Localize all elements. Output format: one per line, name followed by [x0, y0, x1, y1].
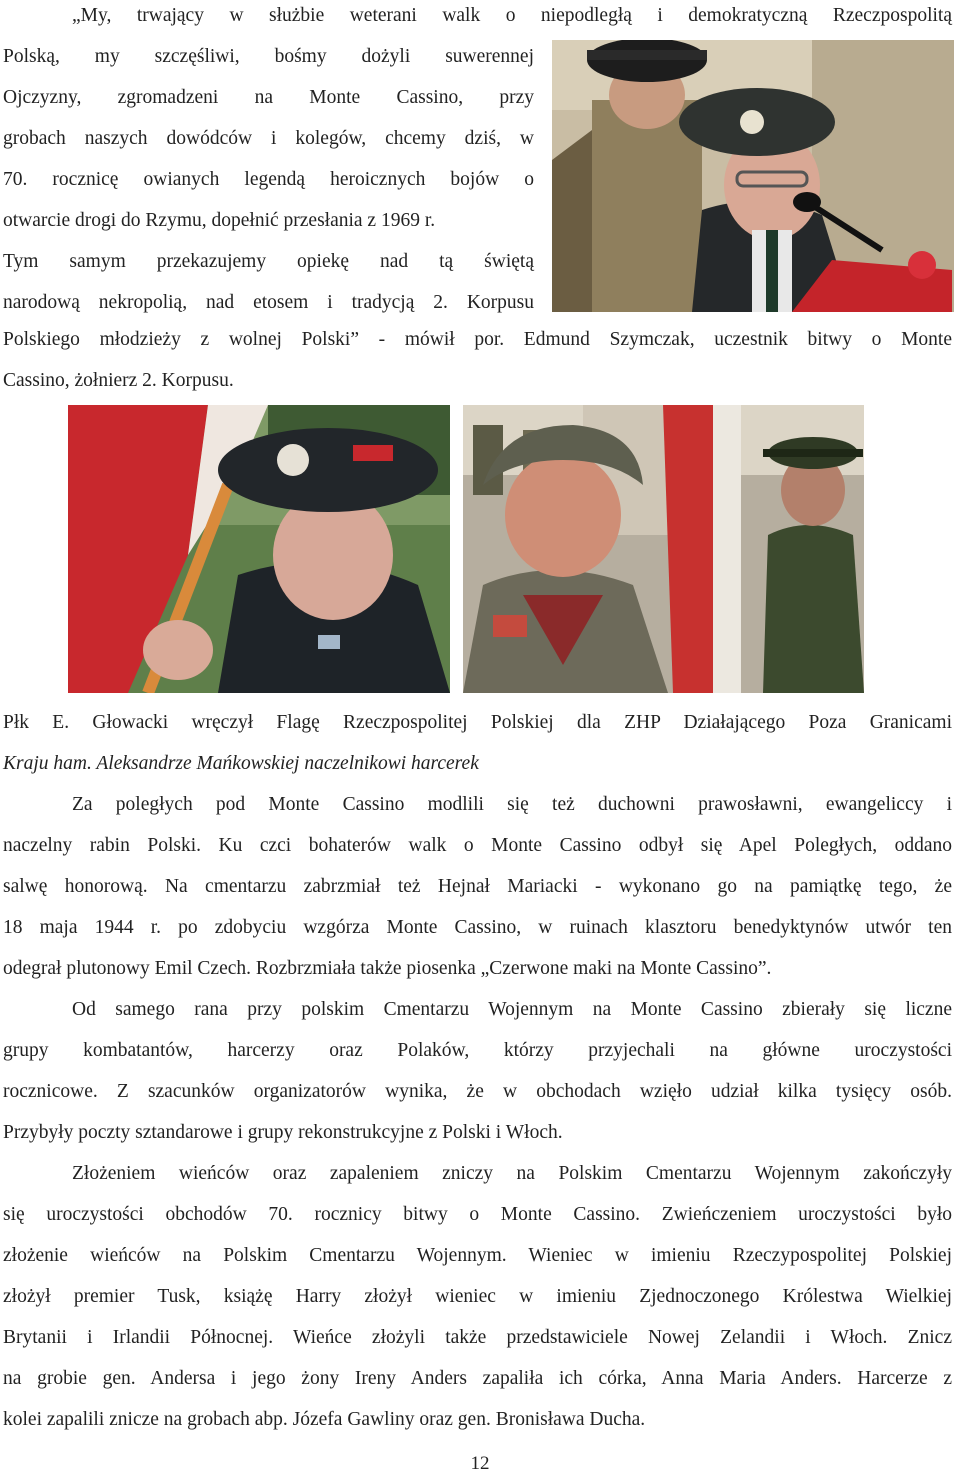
paragraph-line: rocznicowe. Z szacunków organizatorów wynika, że w obchodach wzięło udział kilka tysięcy osób. [3, 1081, 952, 1102]
paragraph-line: na grobie gen. Andersa i jego żony Ireny Anders zapaliła ich córka, Anna Maria Anders. Harcerze z [3, 1368, 952, 1389]
veteran-with-flag-photo [68, 405, 450, 693]
intro-line: 70. rocznicę owianych legendą heroicznych bojów o [3, 169, 534, 190]
paragraph-line: kolei zapalili znicze na grobach abp. Józefa Gawliny oraz gen. Bronisława Ducha. [3, 1409, 646, 1430]
paragraph-line: Brytanii i Irlandii Północnej. Wieńce złożyli także przedstawiciele Nowej Zelandii i Włoch. Znicz [3, 1327, 952, 1348]
intro-line: Ojczyzny, zgromadzeni na Monte Cassino, przy [3, 87, 534, 108]
intro-line: grobach naszych dowódców i kolegów, chcemy dziś, w [3, 128, 534, 149]
paragraph-line: 18 maja 1944 r. po zdobyciu wzgórza Monte Cassino, w ruinach klasztoru benedyktynów utwór ten [3, 917, 952, 938]
paragraph-line: grupy kombatantów, harcerzy oraz Polaków, którzy przyjechali na główne uroczystości [3, 1040, 952, 1061]
paragraph-line: naczelny rabin Polski. Ku czci bohaterów walk o Monte Cassino odbył się Apel Poległych, oddano [3, 835, 952, 856]
paragraph-line: złożenie wieńców na Polskim Cmentarzu Wojennym. Wieniec w imieniu Rzeczypospolitej Polskiej [3, 1245, 952, 1266]
intro-line: Cassino, żołnierz 2. Korpusu. [3, 370, 234, 391]
photo-caption-line: Płk E. Głowacki wręczył Flagę Rzeczpospolitej Polskiej dla ZHP Działającego Poza Granicami [3, 712, 952, 733]
paragraph-line: salwę honorową. Na cmentarzu zabrzmiał też Hejnał Mariacki - wykonano go na pamiątkę tego, że [3, 876, 952, 897]
paragraph-line: się uroczystości obchodów 70. rocznicy bitwy o Monte Cassino. Zwieńczeniem uroczystości było [3, 1204, 952, 1225]
intro-line-1: „My, trwający w służbie weterani walk o niepodległą i demokratyczną Rzeczpospolitą [72, 5, 952, 26]
paragraph-line: Przybyły poczty sztandarowe i grupy rekonstrukcyjne z Polski i Włoch. [3, 1122, 563, 1143]
intro-line: otwarcie drogi do Rzymu, dopełnić przesłania z 1969 r. [3, 210, 436, 231]
beret [218, 428, 438, 512]
paragraph-line: Za poległych pod Monte Cassino modlili się też duchowni prawosławni, ewangeliccy i [72, 794, 952, 815]
photo-caption-line: Kraju ham. Aleksandrze Mańkowskiej naczelnikowi harcerek [3, 753, 479, 774]
paragraph-line: złożył premier Tusk, książę Harry złożył wieniec w imieniu Zjednoczonego Królestwa Wielkiej [3, 1286, 952, 1307]
intro-line: Polską, my szczęśliwi, bośmy dożyli suwerennej [3, 46, 534, 67]
page-number: 12 [470, 1453, 490, 1474]
intro-line: Tym samym przekazujemy opiekę nad tą świętą [3, 251, 534, 272]
scout-leader-photo [463, 405, 864, 693]
intro-line: Polskiego młodzieży z wolnej Polski” - mówił por. Edmund Szymczak, uczestnik bitwy o Monte [3, 329, 952, 350]
intro-line: narodową nekropolią, nad etosem i tradycją 2. Korpusu [3, 292, 534, 313]
paragraph-line: Od samego rana przy polskim Cmentarzu Wojennym na Monte Cassino zbierały się liczne [72, 999, 952, 1020]
paragraph-line: odegrał plutonowy Emil Czech. Rozbrzmiała także piosenka „Czerwone maki na Monte Cassino”. [3, 958, 772, 979]
paragraph-line: Złożeniem wieńców oraz zapaleniem zniczy na Polskim Cmentarzu Wojennym zakończyły [72, 1163, 952, 1184]
veteran-speaking-photo [552, 40, 954, 312]
